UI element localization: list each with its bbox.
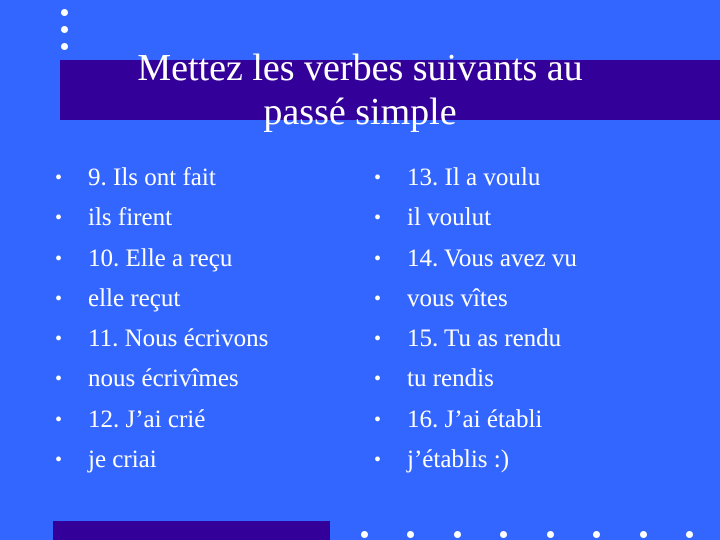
decorative-dot: [454, 531, 461, 538]
list-item: [374, 198, 704, 238]
list-item-text: 10. Elle a reçu: [88, 244, 233, 272]
bottom-accent-bar: [53, 521, 330, 540]
list-item: [374, 440, 704, 480]
decorative-dot: [500, 531, 507, 538]
list-item-text: 12. J’ai crié: [88, 405, 206, 433]
decorative-dot: [361, 531, 368, 538]
bullet-icon: •: [374, 449, 382, 472]
bullet-icon: •: [374, 247, 382, 270]
list-item: [55, 158, 355, 198]
decorative-dot: [640, 531, 647, 538]
list-item: [374, 239, 704, 279]
slide-title: [60, 46, 660, 134]
title-line-1: Mettez les verbes suivants au: [137, 47, 583, 89]
bullet-icon: •: [374, 328, 382, 351]
bullet-icon: •: [55, 328, 63, 351]
list-item-text: je criai: [88, 446, 157, 474]
list-item-text: vous vîtes: [407, 284, 508, 312]
decorative-dot: [547, 531, 554, 538]
list-item-text: elle reçut: [88, 284, 181, 312]
title-line-2: passé simple: [263, 91, 457, 133]
left-column-list: [55, 158, 355, 480]
bullet-icon: •: [55, 167, 63, 189]
bullet-icon: •: [55, 247, 63, 270]
right-column-list: [374, 158, 704, 480]
decorative-dot: [61, 9, 68, 16]
list-item: [55, 440, 355, 480]
list-item-text: 13. Il a voulu: [407, 164, 541, 191]
list-item: [55, 239, 355, 279]
list-item: [55, 400, 355, 440]
list-item-text: 14. Vous avez vu: [407, 244, 577, 272]
list-item-text: 15. Tu as rendu: [407, 325, 562, 353]
list-item: [374, 279, 704, 319]
list-item: [55, 198, 355, 238]
list-item-text: 16. J’ai établi: [407, 405, 543, 433]
list-item: [374, 158, 704, 198]
list-item: [55, 319, 355, 359]
list-item: [374, 400, 704, 440]
decorative-dot: [686, 531, 693, 538]
bullet-icon: •: [55, 408, 63, 431]
list-item-text: tu rendis: [407, 365, 494, 393]
bullet-icon: •: [55, 449, 63, 472]
bullet-icon: •: [374, 287, 382, 310]
list-item-text: ils firent: [88, 204, 173, 232]
bullet-icon: •: [55, 368, 63, 391]
list-item: [55, 359, 355, 399]
list-item-text: 11. Nous écrivons: [88, 325, 269, 353]
list-item-text: il voulut: [407, 204, 492, 232]
list-item-text: nous écrivîmes: [88, 365, 239, 393]
decorative-dot: [407, 531, 414, 538]
list-item: [374, 319, 704, 359]
list-item-text: j’établis :): [407, 446, 510, 474]
bullet-icon: •: [55, 207, 63, 230]
bullet-icon: •: [374, 167, 382, 189]
list-item: [55, 279, 355, 319]
bullet-icon: •: [374, 368, 382, 391]
bullet-icon: •: [374, 408, 382, 431]
list-item: [374, 359, 704, 399]
bullet-icon: •: [374, 207, 382, 230]
decorative-dot: [61, 26, 68, 33]
list-item-text: 9. Ils ont fait: [88, 164, 216, 191]
decorative-dot: [593, 531, 600, 538]
bullet-icon: •: [55, 287, 63, 310]
